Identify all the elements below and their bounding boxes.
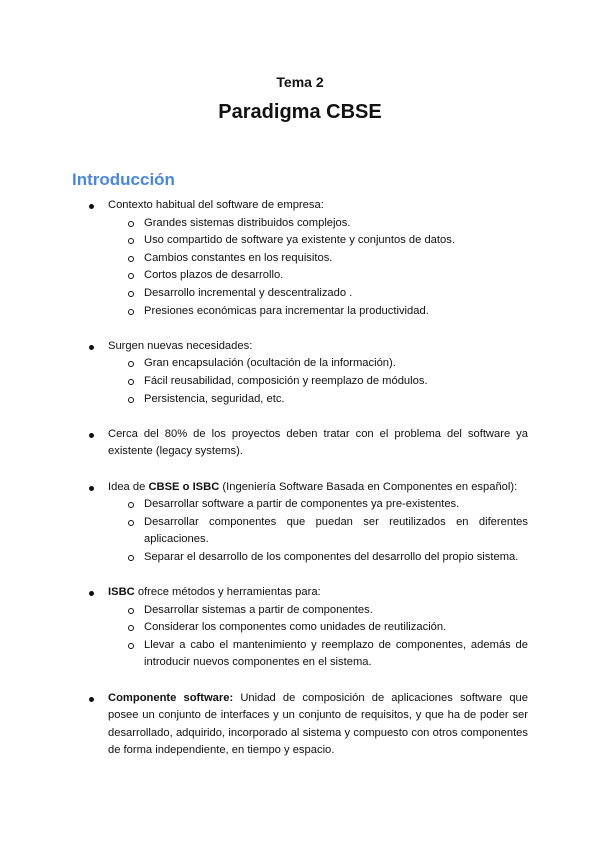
sub-text: Fácil reusabilidad, composición y reemplazo de módulos. — [144, 374, 428, 387]
sub-item — [108, 232, 528, 250]
circle-bullet-icon — [128, 273, 134, 279]
bullet-dot-icon — [89, 591, 94, 596]
circle-bullet-icon — [128, 625, 134, 631]
bullet-item — [72, 197, 528, 320]
bullet-text-post: (Ingeniería Software Basada en Componentes en español): — [219, 480, 518, 493]
sub-item — [108, 215, 528, 233]
sub-item — [108, 549, 528, 567]
bullet-dot-icon — [89, 697, 94, 702]
sub-item — [108, 355, 528, 373]
sub-text: Separar el desarrollo de los componentes del desarrollo del propio sistema. — [144, 550, 519, 563]
sub-item — [108, 619, 528, 637]
bullet-text: Surgen nuevas necesidades: — [108, 339, 253, 352]
circle-bullet-icon — [128, 379, 134, 385]
sub-text: Cortos plazos de desarrollo. — [144, 269, 284, 282]
bullet-text — [108, 584, 528, 602]
bullet-dot-icon — [89, 204, 94, 209]
sub-text: Considerar los componentes como unidades de reutilización. — [144, 621, 447, 634]
circle-bullet-icon — [128, 520, 134, 526]
sub-text: Persistencia, seguridad, etc. — [144, 392, 285, 405]
circle-bullet-icon — [128, 608, 134, 614]
circle-bullet-icon — [128, 291, 134, 297]
bullet-text: Cerca del 80% de los proyectos deben tratar con el problema del software ya existente (legacy systems). — [108, 427, 528, 458]
sub-item — [108, 391, 528, 409]
sub-text: Grandes sistemas distribuidos complejos. — [144, 216, 351, 229]
content — [72, 197, 528, 778]
sub-text: Cambios constantes en los requisitos. — [144, 251, 333, 264]
bullet-dot-icon — [89, 486, 94, 491]
circle-bullet-icon — [128, 238, 134, 244]
bullet-text-post: ofrece métodos y herramientas para: — [134, 586, 321, 599]
bullet-text-bold: Componente software: — [108, 691, 234, 704]
circle-bullet-icon — [128, 221, 134, 227]
sub-item — [108, 285, 528, 303]
sub-item — [108, 602, 528, 620]
bullet-dot-icon — [89, 433, 94, 438]
circle-bullet-icon — [128, 502, 134, 508]
circle-bullet-icon — [128, 555, 134, 561]
circle-bullet-icon — [128, 361, 134, 367]
circle-bullet-icon — [128, 309, 134, 315]
sub-item — [108, 496, 528, 514]
sub-text: Presiones económicas para incrementar la productividad. — [144, 304, 429, 317]
bullet-item — [72, 338, 528, 408]
circle-bullet-icon — [128, 397, 134, 403]
sub-text: Llevar a cabo el mantenimiento y reemplazo de componentes, además de introducir nuevos componentes en el sistema. — [144, 638, 528, 669]
bullet-text-bold: ISBC — [108, 586, 135, 599]
sub-item — [108, 250, 528, 268]
bullet-item — [72, 426, 528, 461]
sub-item — [108, 373, 528, 391]
sub-item — [108, 514, 528, 549]
bullet-text-pre: Idea de — [108, 480, 149, 493]
bullet-text-post: Unidad de composición de aplicaciones software que posee un conjunto de interfaces y un conjunto de requisitos, y que ha de poder ser desarrollado, adquirido, incorporado al sistema y compuesto con otros componentes de forma independiente, en tiempo y espacio. — [108, 691, 529, 757]
tema-label: Tema 2 — [276, 74, 324, 90]
sub-item — [108, 267, 528, 285]
bullet-text — [108, 479, 528, 497]
sub-text: Uso compartido de software ya existente y conjuntos de datos. — [144, 234, 455, 247]
sub-item — [108, 303, 528, 321]
bullet-item — [72, 584, 528, 672]
section-title: Introducción — [72, 170, 175, 189]
sub-text: Desarrollar componentes que puedan ser reutilizados en diferentes aplicaciones. — [144, 515, 528, 546]
bullet-text: Contexto habitual del software de empresa: — [108, 199, 324, 211]
page-title: Paradigma CBSE — [218, 101, 382, 123]
sub-text: Gran encapsulación (ocultación de la información). — [144, 357, 396, 370]
sub-text: Desarrollar software a partir de componentes ya pre-existentes. — [144, 498, 460, 511]
sub-item — [108, 637, 528, 672]
bullet-dot-icon — [89, 345, 94, 350]
circle-bullet-icon — [128, 643, 134, 649]
bullet-item — [72, 690, 528, 760]
bullet-item — [72, 479, 528, 567]
bullet-text — [108, 690, 528, 760]
sub-text: Desarrollo incremental y descentralizado . — [144, 286, 353, 299]
sub-text: Desarrollar sistemas a partir de componentes. — [144, 603, 373, 616]
circle-bullet-icon — [128, 256, 134, 262]
bullet-text-bold: CBSE o ISBC — [148, 480, 220, 493]
